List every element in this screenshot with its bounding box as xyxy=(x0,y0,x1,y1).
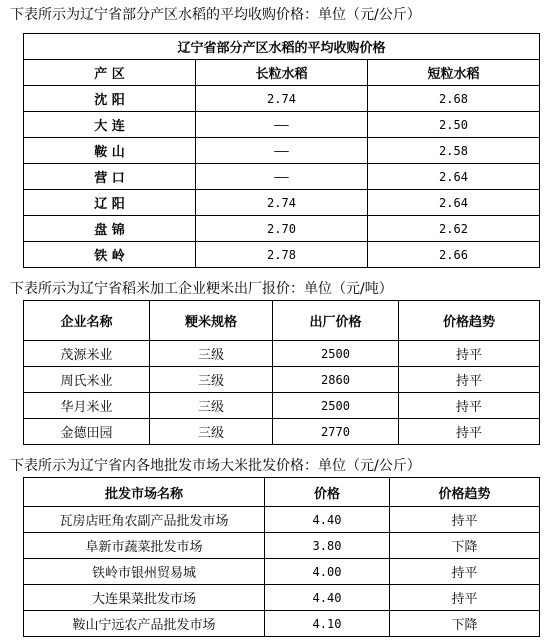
price-cell: 4.10 xyxy=(265,611,390,637)
trend-cell: 持平 xyxy=(399,419,540,445)
region-cell: 辽 阳 xyxy=(24,190,196,216)
table-row xyxy=(24,367,540,393)
caption-factory-price: 下表所示为辽宁省稻米加工企业粳米出厂报价：单位（元/吨） xyxy=(10,281,393,297)
trend-cell: 持平 xyxy=(390,559,540,585)
table-row xyxy=(24,112,540,138)
market-cell: 瓦房店旺角农副产品批发市场 xyxy=(24,507,265,533)
price-cell: 2500 xyxy=(273,393,399,419)
table-row xyxy=(24,559,540,585)
trend-cell: 下降 xyxy=(390,611,540,637)
region-cell: 鞍 山 xyxy=(24,138,196,164)
header-trend: 价格趋势 xyxy=(390,478,540,507)
caption-rice-purchase-price: 下表所示为辽宁省部分产区水稻的平均收购价格：单位（元/公斤） xyxy=(10,7,421,23)
short-grain-price: 2.62 xyxy=(368,216,540,242)
grade-cell: 三级 xyxy=(150,341,273,367)
price-cell: 3.80 xyxy=(265,533,390,559)
region-cell: 营 口 xyxy=(24,164,196,190)
trend-cell: 持平 xyxy=(399,341,540,367)
table-factory-price xyxy=(23,300,540,445)
trend-cell: 持平 xyxy=(399,393,540,419)
header-long-grain: 长粒水稻 xyxy=(196,60,368,86)
market-cell: 大连果菜批发市场 xyxy=(24,585,265,611)
table-row xyxy=(24,533,540,559)
price-cell: 4.00 xyxy=(265,559,390,585)
table-row xyxy=(24,507,540,533)
table-row xyxy=(24,585,540,611)
short-grain-price: 2.64 xyxy=(368,190,540,216)
short-grain-price: 2.50 xyxy=(368,112,540,138)
price-cell: 2860 xyxy=(273,367,399,393)
table-row xyxy=(24,242,540,268)
table-row xyxy=(24,419,540,445)
price-cell: 2500 xyxy=(273,341,399,367)
region-cell: 铁 岭 xyxy=(24,242,196,268)
long-grain-price: —— xyxy=(196,164,368,190)
header-short-grain: 短粒水稻 xyxy=(368,60,540,86)
trend-cell: 持平 xyxy=(390,507,540,533)
long-grain-price: —— xyxy=(196,112,368,138)
short-grain-price: 2.68 xyxy=(368,86,540,112)
market-cell: 阜新市蔬菜批发市场 xyxy=(24,533,265,559)
table-row xyxy=(24,164,540,190)
trend-cell: 持平 xyxy=(399,367,540,393)
company-cell: 金德田园 xyxy=(24,419,150,445)
table-row xyxy=(24,216,540,242)
long-grain-price: 2.78 xyxy=(196,242,368,268)
table-wholesale-price xyxy=(23,477,540,637)
grade-cell: 三级 xyxy=(150,419,273,445)
region-cell: 沈 阳 xyxy=(24,86,196,112)
short-grain-price: 2.66 xyxy=(368,242,540,268)
region-cell: 盘 锦 xyxy=(24,216,196,242)
company-cell: 华月米业 xyxy=(24,393,150,419)
market-cell: 鞍山宁远农产品批发市场 xyxy=(24,611,265,637)
table-row xyxy=(24,341,540,367)
table-header-row xyxy=(24,301,540,341)
trend-cell: 下降 xyxy=(390,533,540,559)
table-row xyxy=(24,611,540,637)
long-grain-price: —— xyxy=(196,138,368,164)
trend-cell: 持平 xyxy=(390,585,540,611)
price-cell: 4.40 xyxy=(265,507,390,533)
table-rice-purchase-price xyxy=(23,33,540,268)
long-grain-price: 2.74 xyxy=(196,86,368,112)
grade-cell: 三级 xyxy=(150,393,273,419)
header-market: 批发市场名称 xyxy=(24,478,265,507)
header-grade: 粳米规格 xyxy=(150,301,273,341)
price-cell: 4.40 xyxy=(265,585,390,611)
long-grain-price: 2.74 xyxy=(196,190,368,216)
grade-cell: 三级 xyxy=(150,367,273,393)
header-region: 产 区 xyxy=(24,60,196,86)
short-grain-price: 2.64 xyxy=(368,164,540,190)
table-row xyxy=(24,190,540,216)
header-company: 企业名称 xyxy=(24,301,150,341)
table-row xyxy=(24,138,540,164)
market-cell: 铁岭市银州贸易城 xyxy=(24,559,265,585)
price-cell: 2770 xyxy=(273,419,399,445)
company-cell: 茂源米业 xyxy=(24,341,150,367)
region-cell: 大 连 xyxy=(24,112,196,138)
company-cell: 周氏米业 xyxy=(24,367,150,393)
short-grain-price: 2.58 xyxy=(368,138,540,164)
table-header-row xyxy=(24,60,540,86)
long-grain-price: 2.70 xyxy=(196,216,368,242)
table-row xyxy=(24,86,540,112)
header-trend: 价格趋势 xyxy=(399,301,540,341)
header-factory-price: 出厂价格 xyxy=(273,301,399,341)
table-row xyxy=(24,393,540,419)
header-price: 价格 xyxy=(265,478,390,507)
caption-wholesale-price: 下表所示为辽宁省内各地批发市场大米批发价格：单位（元/公斤） xyxy=(10,458,421,474)
table-header-row xyxy=(24,478,540,507)
table-title: 辽宁省部分产区水稻的平均收购价格 xyxy=(24,34,540,60)
